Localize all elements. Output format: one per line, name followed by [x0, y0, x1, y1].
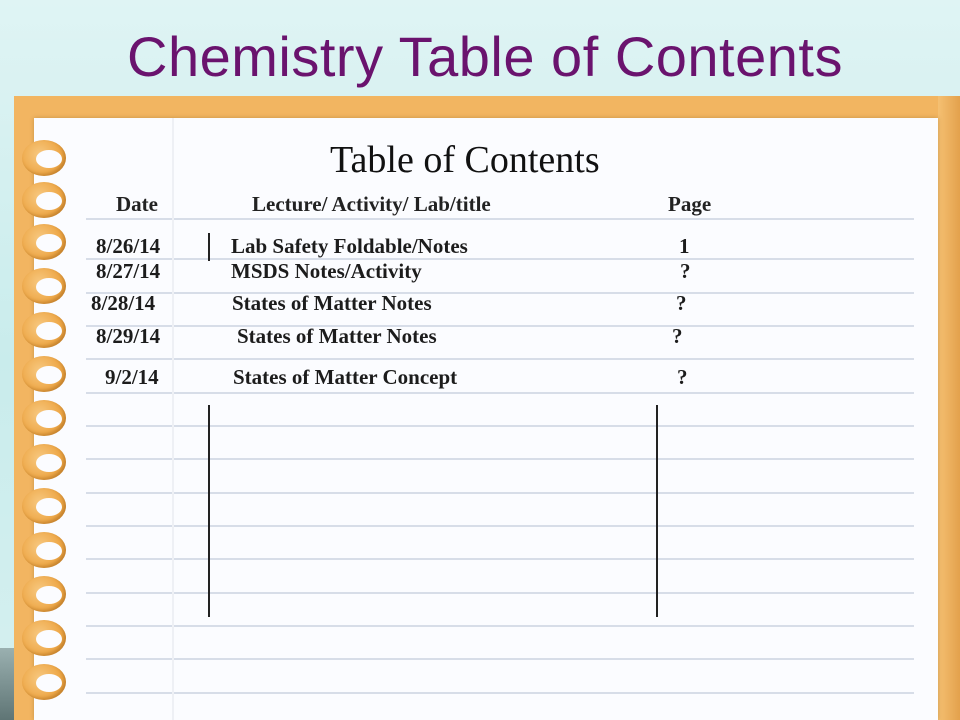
- spiral-ring: [22, 620, 66, 656]
- column-divider: [656, 405, 658, 617]
- entry-title: MSDS Notes/Activity: [231, 259, 422, 283]
- ruled-line: [86, 592, 914, 594]
- ruled-line: [86, 258, 914, 260]
- entry-page: ?: [676, 291, 687, 315]
- ruled-line: [86, 425, 914, 427]
- column-divider: [208, 405, 210, 617]
- entry-date: 9/2/14: [105, 365, 159, 389]
- ruled-line: [86, 358, 914, 360]
- ruled-line: [86, 625, 914, 627]
- ruled-line: [86, 525, 914, 527]
- spiral-ring: [22, 182, 66, 218]
- ruled-line: [86, 325, 914, 327]
- spiral-ring: [22, 400, 66, 436]
- entry-title: States of Matter Concept: [233, 365, 458, 389]
- spiral-ring: [22, 444, 66, 480]
- entry-title: States of Matter Notes: [237, 324, 437, 348]
- ruled-line: [86, 458, 914, 460]
- spiral-ring: [22, 312, 66, 348]
- spiral-ring: [22, 664, 66, 700]
- ruled-line: [86, 692, 914, 694]
- spiral-ring: [22, 532, 66, 568]
- entry-date: 8/27/14: [96, 259, 161, 283]
- entry-title: Lab Safety Foldable/Notes: [231, 234, 468, 258]
- column-header-page: Page: [668, 192, 712, 216]
- toc-heading: Table of Contents: [330, 139, 600, 181]
- entry-page: ?: [672, 324, 683, 348]
- entry-page: 1: [679, 234, 690, 258]
- column-header-title: Lecture/ Activity/ Lab/title: [252, 192, 491, 216]
- entry-date: 8/28/14: [91, 291, 156, 315]
- slide-title: Chemistry Table of Contents: [127, 25, 843, 88]
- spiral-ring: [22, 488, 66, 524]
- spiral-ring: [22, 268, 66, 304]
- ruled-line: [86, 218, 914, 220]
- spiral-ring: [22, 356, 66, 392]
- column-header-date: Date: [116, 192, 158, 216]
- entry-date: 8/26/14: [96, 234, 161, 258]
- spiral-ring: [22, 140, 66, 176]
- entry-title: States of Matter Notes: [232, 291, 432, 315]
- entry-date: 8/29/14: [96, 324, 161, 348]
- page-margin-line: [172, 118, 174, 720]
- notebook-edge: [938, 96, 960, 720]
- spiral-ring: [22, 576, 66, 612]
- entry-page: ?: [680, 259, 691, 283]
- ruled-line: [86, 292, 914, 294]
- ruled-line: [86, 492, 914, 494]
- column-divider: [208, 233, 210, 261]
- entry-page: ?: [677, 365, 688, 389]
- ruled-line: [86, 658, 914, 660]
- ruled-line: [86, 392, 914, 394]
- ruled-line: [86, 558, 914, 560]
- spiral-ring: [22, 224, 66, 260]
